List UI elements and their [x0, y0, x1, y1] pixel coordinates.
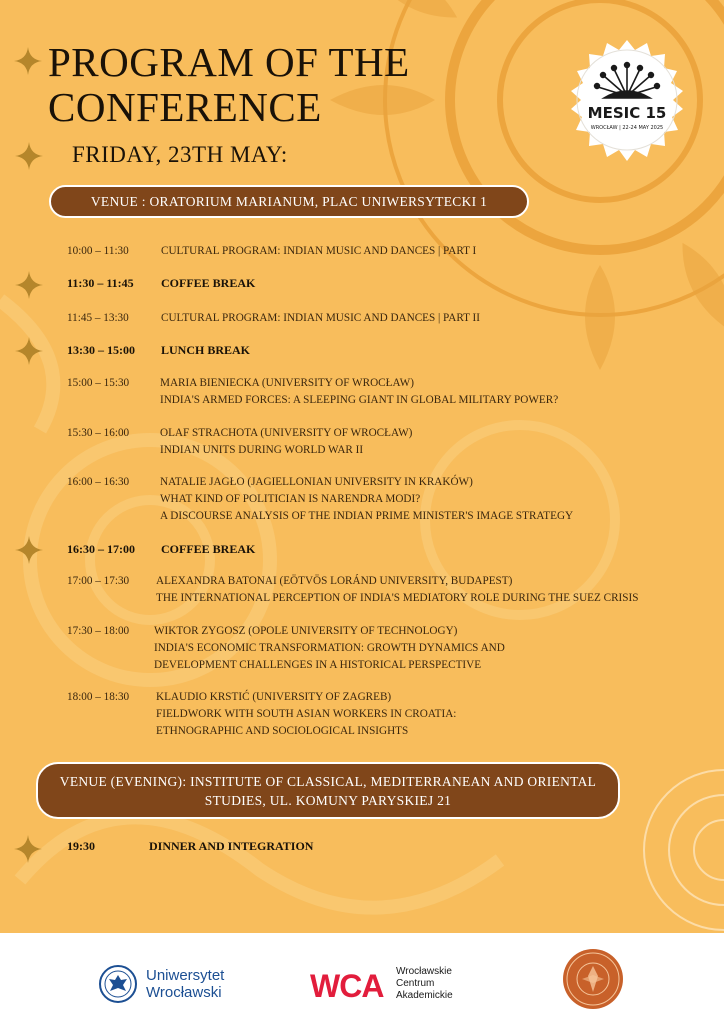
schedule-details	[161, 275, 255, 292]
wca-mark	[310, 967, 390, 1001]
schedule-row	[67, 573, 638, 607]
page-title-line: PROGRAM OF THE	[48, 39, 410, 85]
schedule-row-break	[67, 275, 255, 292]
uwr-eagle-icon	[98, 964, 138, 1004]
schedule-time: 16:30 – 17:00	[67, 542, 135, 556]
wca-logo	[310, 962, 453, 1006]
badge-subtitle: WROCŁAW | 22-24 MAY 2025	[590, 125, 664, 131]
schedule-line: OLAF STRACHOTA (UNIVERSITY OF WROCŁAW)	[160, 427, 413, 439]
star-icon	[15, 337, 43, 365]
schedule-details	[156, 689, 456, 740]
page-title	[48, 40, 410, 130]
schedule-line: INDIA'S ARMED FORCES: A SLEEPING GIANT IN GLOBAL MILITARY POWER?	[160, 394, 559, 406]
schedule-line: LUNCH BREAK	[161, 343, 251, 357]
schedule-line: ETHNOGRAPHIC AND SOCIOLOGICAL INSIGHTS	[156, 725, 409, 737]
uwr-logo	[98, 962, 258, 1006]
schedule-time: 17:30 – 18:00	[67, 625, 130, 637]
venue-pill: VENUE : ORATORIUM MARIANUM, PLAC UNIWERSYTECKI 1	[49, 185, 529, 218]
schedule-line: CULTURAL PROGRAM: INDIAN MUSIC AND DANCES | PART II	[161, 312, 480, 324]
schedule-line: INDIAN UNITS DURING WORLD WAR II	[160, 444, 364, 456]
schedule-line: CULTURAL PROGRAM: INDIAN MUSIC AND DANCES | PART I	[161, 245, 477, 257]
evening-label: DINNER AND INTEGRATION	[149, 839, 314, 853]
schedule-line: MARIA BIENIECKA (UNIVERSITY OF WROCŁAW)	[160, 377, 414, 389]
schedule-time: 16:00 – 16:30	[67, 476, 130, 488]
schedule-row	[67, 623, 505, 674]
schedule-time: 15:00 – 15:30	[67, 377, 130, 389]
evening-venue-line: STUDIES, UL. KOMUNY PARYSKIEJ 21	[204, 792, 452, 808]
schedule-details	[154, 623, 505, 674]
schedule-line: WHAT KIND OF POLITICIAN IS NARENDRA MODI?	[160, 493, 421, 505]
evening-venue-line: VENUE (EVENING): INSTITUTE OF CLASSICAL, MEDITERRANEAN AND ORIENTAL	[59, 773, 597, 789]
schedule-line: FIELDWORK WITH SOUTH ASIAN WORKERS IN CROATIA:	[156, 708, 457, 720]
schedule-row	[67, 310, 480, 327]
uwr-name-line: Uniwersytet	[146, 967, 225, 984]
schedule-line: THE INTERNATIONAL PERCEPTION OF INDIA'S MEDIATORY ROLE DURING THE SUEZ CRISIS	[156, 592, 639, 604]
schedule-line: INDIA'S ECONOMIC TRANSFORMATION: GROWTH DYNAMICS AND	[154, 642, 505, 654]
star-icon	[15, 536, 43, 564]
evening-venue-pill	[36, 762, 620, 819]
wca-name-line: Akademickie	[396, 990, 453, 1001]
schedule-details	[160, 425, 412, 459]
schedule-line: DEVELOPMENT CHALLENGES IN A HISTORICAL PERSPECTIVE	[154, 659, 482, 671]
schedule-time: 10:00 – 11:30	[67, 245, 129, 257]
uwr-name-line: Wrocławski	[146, 984, 222, 1001]
schedule-row	[67, 689, 456, 740]
schedule-line: WIKTOR ZYGOSZ (OPOLE UNIVERSITY OF TECHNOLOGY)	[154, 625, 458, 637]
schedule-time: 11:45 – 13:30	[67, 312, 129, 324]
schedule-time: 15:30 – 16:00	[67, 427, 130, 439]
evening-time: 19:30	[67, 839, 95, 853]
schedule-line: NATALIE JAGŁO (JAGIELLONIAN UNIVERSITY IN KRAKÓW)	[160, 476, 473, 488]
schedule-row-break	[67, 541, 255, 558]
schedule-details	[160, 474, 573, 525]
evening-row	[67, 838, 313, 855]
schedule-line: A DISCOURSE ANALYSIS OF THE INDIAN PRIME MINISTER'S IMAGE STRATEGY	[160, 510, 574, 522]
schedule-row	[67, 375, 558, 409]
schedule-time: 17:00 – 17:30	[67, 575, 130, 587]
day-heading: FRIDAY, 23TH MAY:	[72, 142, 288, 167]
schedule-time: 11:30 – 11:45	[67, 276, 134, 290]
star-icon	[15, 142, 43, 170]
wca-name-line: Wrocławskie	[396, 966, 452, 977]
page-title-line: CONFERENCE	[48, 84, 322, 130]
wca-name-line: Centrum	[396, 978, 435, 989]
schedule-details	[161, 541, 255, 558]
star-icon	[14, 835, 42, 863]
mesic-badge	[564, 38, 690, 164]
wca-letters: WCA	[310, 968, 384, 1001]
schedule-row	[67, 474, 573, 525]
badge-title: MESIC 15	[587, 104, 667, 122]
schedule-line: KLAUDIO KRSTIĆ (UNIVERSITY OF ZAGREB)	[156, 691, 392, 703]
schedule-line: COFFEE BREAK	[161, 276, 256, 290]
schedule-row	[67, 243, 476, 260]
schedule-details	[161, 310, 480, 327]
schedule-line: ALEXANDRA BATONAI (EÖTVÖS LORÁND UNIVERSITY, BUDAPEST)	[156, 575, 513, 587]
uwr-name	[146, 967, 224, 1001]
schedule-details	[161, 243, 476, 260]
schedule-details	[160, 375, 558, 409]
schedule-row	[67, 425, 412, 459]
institute-seal	[562, 948, 624, 1010]
schedule-details	[161, 342, 250, 359]
schedule-time: 13:30 – 15:00	[67, 343, 135, 357]
schedule-details	[156, 573, 638, 607]
star-icon	[14, 47, 42, 75]
schedule-row-break	[67, 342, 250, 359]
star-icon	[15, 271, 43, 299]
schedule-line: COFFEE BREAK	[161, 542, 256, 556]
schedule-time: 18:00 – 18:30	[67, 691, 130, 703]
wca-name	[396, 966, 453, 1002]
